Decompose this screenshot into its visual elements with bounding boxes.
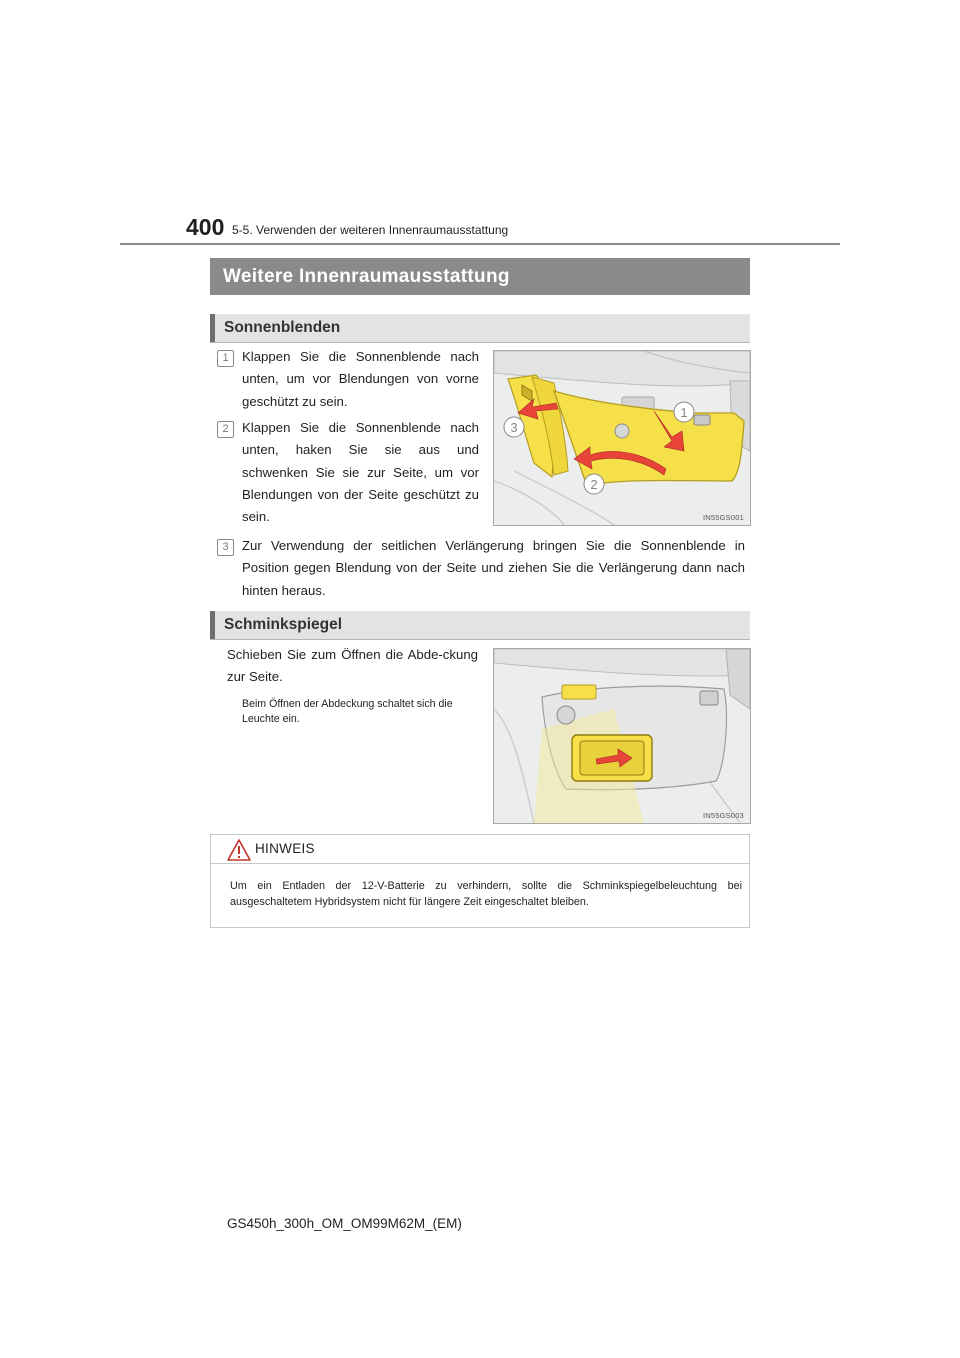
step-3-text: Zur Verwendung der seitlichen Verlängerung bringen Sie die Sonnenblende in Position gegen Blendung von der Seite und ziehen Sie die Verlängerung dann nach hinten heraus. bbox=[242, 538, 745, 598]
figure-callout-3 bbox=[504, 417, 524, 437]
notice-title: HINWEIS bbox=[255, 841, 315, 856]
section-heading-sun-visors bbox=[210, 314, 750, 343]
figure-code-sun-visor: IN55GS001 bbox=[703, 513, 744, 522]
vanity-mirror-note: Beim Öffnen der Abdeckung schaltet sich die Leuchte ein. bbox=[242, 698, 453, 725]
heading-accent bbox=[210, 611, 215, 639]
vanity-mirror-drawing bbox=[494, 649, 750, 823]
sun-visors-heading: Sonnenblenden bbox=[224, 319, 341, 336]
section-reference: 5-5. Verwenden der weiteren Innenraumausstattung bbox=[232, 223, 509, 237]
vanity-mirror-heading: Schminkspiegel bbox=[224, 616, 343, 633]
page-number: 400 bbox=[186, 214, 225, 240]
vanity-mirror-illustration bbox=[493, 648, 751, 824]
notice-divider bbox=[211, 863, 749, 864]
sun-visor-drawing bbox=[494, 351, 750, 525]
step-1-text: Klappen Sie die Sonnenblende nach unten, um vor Blendungen von vorne geschützt zu sein. bbox=[242, 349, 479, 409]
figure-callout-2 bbox=[584, 474, 604, 494]
section-heading-vanity-mirror bbox=[210, 611, 750, 640]
heading-accent bbox=[210, 314, 215, 342]
step-number-2: 2 bbox=[217, 421, 234, 438]
step-number-1: 1 bbox=[217, 350, 234, 367]
svg-text:1: 1 bbox=[680, 405, 688, 420]
warning-icon bbox=[227, 839, 251, 861]
figure-code-vanity-mirror: IN55GS003 bbox=[703, 811, 744, 820]
main-title: Weitere Innenraumausstattung bbox=[210, 258, 750, 295]
sun-visor-illustration bbox=[493, 350, 751, 526]
svg-text:3: 3 bbox=[510, 420, 518, 435]
figure-callout-1 bbox=[674, 402, 694, 422]
step-number-3: 3 bbox=[217, 539, 234, 556]
header-rule bbox=[120, 243, 840, 245]
vanity-mirror-instruction: Schieben Sie zum Öffnen die Abde-ckung zur Seite. bbox=[227, 647, 478, 685]
svg-text:2: 2 bbox=[590, 477, 598, 492]
step-2-text: Klappen Sie die Sonnenblende nach unten, haken Sie sie aus und schwenken Sie sie zur Seite, um vor Blendungen von der Seite geschützt zu sein. bbox=[242, 420, 479, 525]
notice-box bbox=[210, 834, 750, 928]
document-id: GS450h_300h_OM_OM99M62M_(EM) bbox=[227, 1216, 462, 1231]
notice-text: Um ein Entladen der 12-V-Batterie zu verhindern, sollte die Schminkspiegelbeleuchtung bei ausgeschaltetem Hybridsystem nicht für längere Zeit eingeschaltet bleiben. bbox=[230, 880, 742, 909]
